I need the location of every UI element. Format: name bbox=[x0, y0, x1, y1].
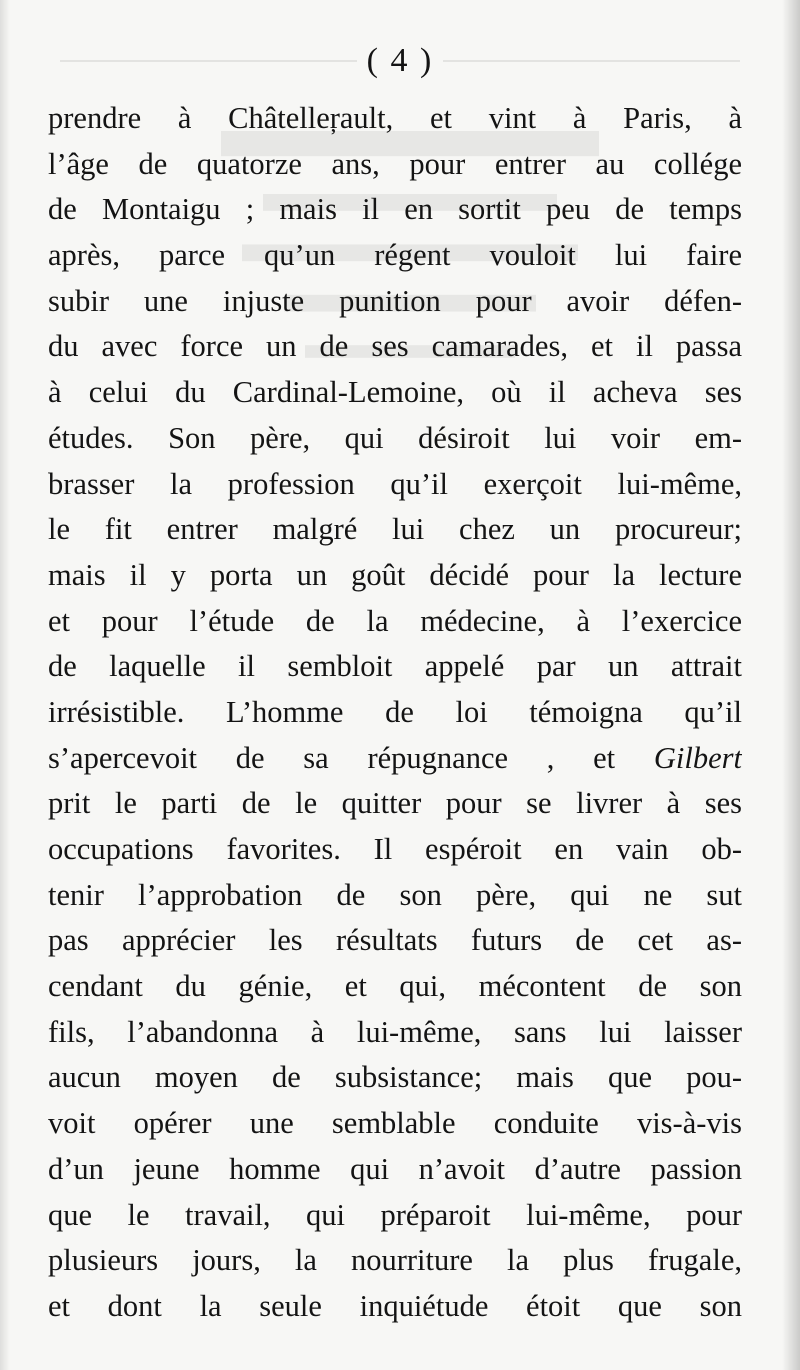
text-line: le fit entrer malgré lui chez un procureur; bbox=[48, 512, 742, 547]
text-line: mais il y porta un goût décidé pour la lecture bbox=[48, 557, 742, 592]
text-line: brasser la profession qu’il exerçoit lui-même, bbox=[48, 466, 742, 501]
text-line: et dont la seule inquiétude étoit que son bbox=[48, 1288, 742, 1323]
text-line-start: s’apercevoit de sa répugnance , et bbox=[48, 740, 654, 775]
text-line: voit opérer une semblable conduite vis-à-vis bbox=[48, 1106, 742, 1141]
text-line: d’un jeune homme qui n’avoit d’autre passion bbox=[48, 1151, 742, 1186]
text-line: après, parce qu’un régent vouloit lui faire bbox=[48, 238, 742, 273]
text-line: études. Son père, qui désiroit lui voir em- bbox=[48, 420, 742, 455]
page-left-shadow bbox=[0, 0, 10, 1370]
body-text bbox=[48, 96, 742, 1330]
text-line: prendre à Châtelleŗault, et vint à Paris, à bbox=[48, 101, 742, 135]
text-line: occupations favorites. Il espéroit en vain ob- bbox=[48, 832, 742, 866]
text-line: du avec force un de ses camarades, et il passa bbox=[48, 329, 742, 364]
page-number-text: ( 4 ) bbox=[357, 42, 444, 79]
text-line-with-name bbox=[48, 736, 742, 782]
text-line: plusieurs jours, la nourriture la plus frugale, bbox=[48, 1243, 742, 1278]
text-line: de Montaigu ; mais il en sortit peu de temps bbox=[48, 192, 742, 227]
text-line: fils, l’abandonna à lui-même, sans lui laisser bbox=[48, 1014, 742, 1049]
text-line: l’âge de quatorze ans, pour entrer au collége bbox=[48, 146, 742, 181]
text-line: à celui du Cardinal-Lemoine, où il acheva ses bbox=[48, 375, 742, 410]
text-line: que le travail, qui préparoit lui-même, pour bbox=[48, 1197, 742, 1232]
text-line: pas apprécier les résultats futurs de cet as- bbox=[48, 923, 742, 958]
text-line: tenir l’approbation de son père, qui ne sut bbox=[48, 877, 742, 912]
text-line: aucun moyen de subsistance; mais que pou- bbox=[48, 1060, 742, 1095]
page-header bbox=[0, 38, 800, 88]
page-right-shadow bbox=[782, 0, 800, 1370]
text-line: et pour l’étude de la médecine, à l’exercice bbox=[48, 603, 742, 638]
text-line: prit le parti de le quitter pour se livrer à ses bbox=[48, 786, 742, 821]
italic-name: Gilbert bbox=[653, 740, 742, 775]
text-line: de laquelle il sembloit appelé par un attrait bbox=[48, 649, 742, 684]
text-line: cendant du génie, et qui, mécontent de son bbox=[48, 969, 742, 1004]
text-line: irrésistible. L’homme de loi témoigna qu’il bbox=[48, 694, 742, 729]
text-line: subir une injuste punition pour avoir défen- bbox=[48, 283, 742, 318]
page-number bbox=[0, 38, 800, 84]
